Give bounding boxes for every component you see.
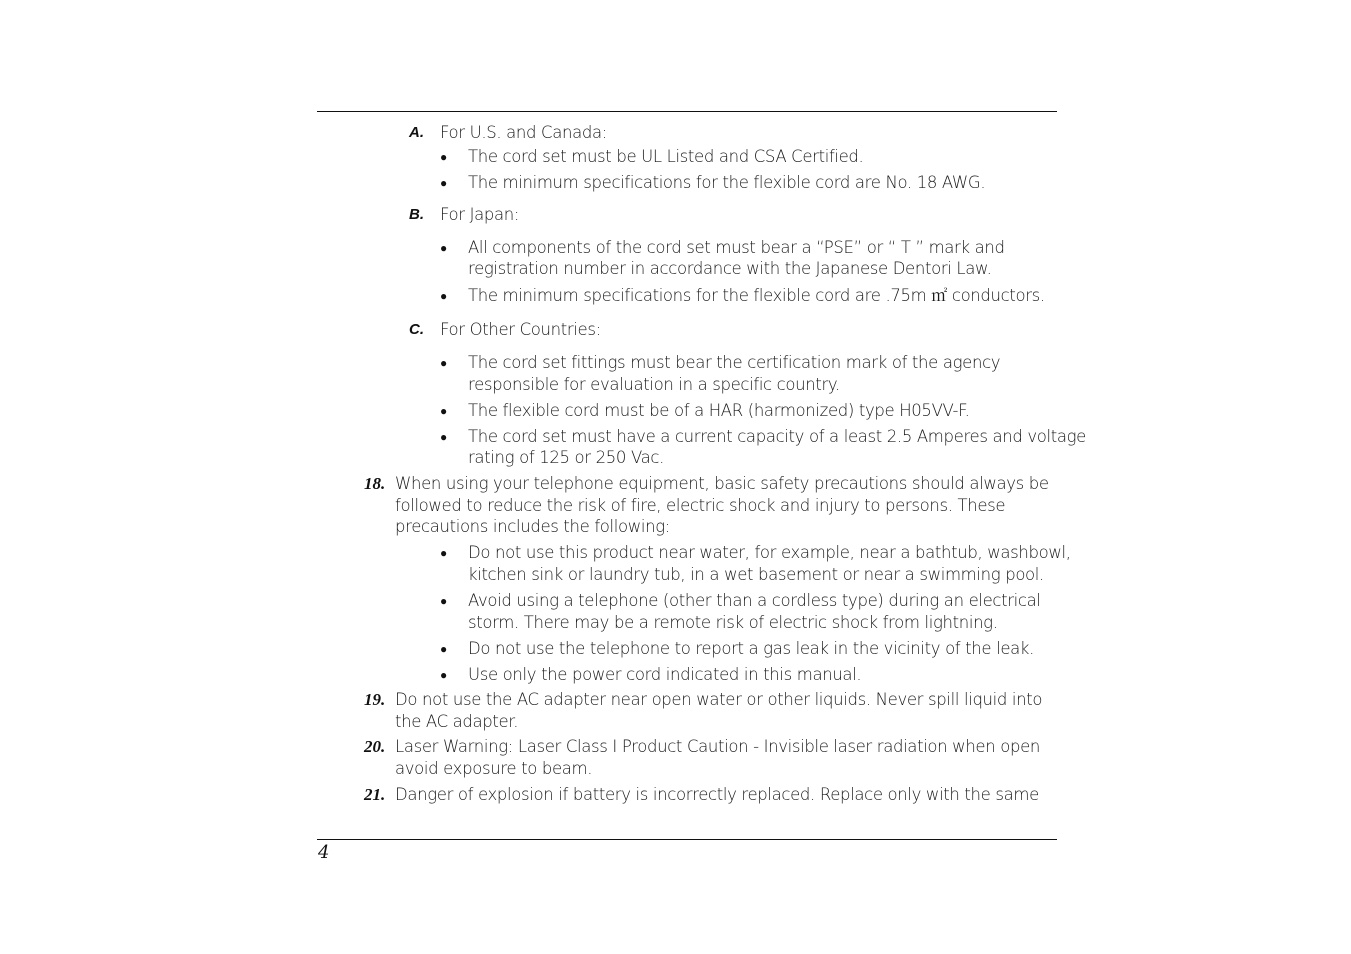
section-b-bullet-1-line-2: registration number in accordance with the Japanese Dentori Law. xyxy=(468,259,992,278)
bullet-icon: ● xyxy=(440,176,448,190)
section-b-heading: For Japan: xyxy=(440,205,520,224)
bullet-icon: ● xyxy=(440,430,448,444)
square-metre-symbol: ㎡ xyxy=(931,286,947,305)
item-18-bullet-3: Do not use the telephone to report a gas leak in the vicinity of the leak. xyxy=(468,639,1034,658)
item-18-line-1: When using your telephone equipment, basic safety precautions should always be xyxy=(395,474,1049,493)
item-18-bullet-1-line-2: kitchen sink or laundry tub, in a wet basement or near a swimming pool. xyxy=(468,565,1044,584)
section-a-heading: For U.S. and Canada: xyxy=(440,123,607,142)
item-18-number: 18. xyxy=(364,474,386,493)
item-19-line-2: the AC adapter. xyxy=(395,712,519,731)
section-a-bullet-1: The cord set must be UL Listed and CSA Certified. xyxy=(468,147,864,166)
bullet-icon: ● xyxy=(440,546,448,560)
item-18-bullet-2-line-2: storm. There may be a remote risk of electric shock from lightning. xyxy=(468,613,998,632)
section-c-bullet-1-line-1: The cord set fittings must bear the certification mark of the agency xyxy=(468,353,1001,372)
bullet-icon: ● xyxy=(440,668,448,682)
bullet-icon: ● xyxy=(440,241,448,255)
footer-rule xyxy=(317,839,1057,840)
page-number: 4 xyxy=(318,842,330,863)
section-c-bullet-2: The flexible cord must be of a HAR (harmonized) type H05VV-F. xyxy=(468,401,970,420)
bullet-icon: ● xyxy=(440,289,448,303)
section-b-bullet-1-line-1: All components of the cord set must bear a “PSE” or “ T ” mark and xyxy=(468,238,1005,257)
section-c-bullet-3-line-1: The cord set must have a current capacity of a least 2.5 Amperes and voltage xyxy=(468,427,1086,446)
item-20-line-2: avoid exposure to beam. xyxy=(395,759,593,778)
item-18-line-3: precautions includes the following: xyxy=(395,517,670,536)
item-18-bullet-4: Use only the power cord indicated in this manual. xyxy=(468,665,862,684)
item-20-number: 20. xyxy=(364,737,386,756)
section-c-bullet-3-line-2: rating of 125 or 250 Vac. xyxy=(468,448,664,467)
section-b-marker: B. xyxy=(409,206,424,223)
bullet-icon: ● xyxy=(440,404,448,418)
section-c-heading: For Other Countries: xyxy=(440,320,601,339)
header-rule xyxy=(317,111,1057,112)
section-b-bullet-2-suffix: conductors. xyxy=(951,286,1045,305)
bullet-icon: ● xyxy=(440,356,448,370)
bullet-icon: ● xyxy=(440,150,448,164)
item-20-line-1: Laser Warning: Laser Class I Product Caution - Invisible laser radiation when open xyxy=(395,737,1041,756)
bullet-icon: ● xyxy=(440,642,448,656)
section-b-bullet-2-text: The minimum specifications for the flexible cord are .75m xyxy=(468,286,927,305)
item-18-bullet-1-line-1: Do not use this product near water, for example, near a bathtub, washbowl, xyxy=(468,543,1071,562)
section-a-bullet-2: The minimum specifications for the flexible cord are No. 18 AWG. xyxy=(468,173,986,192)
section-a-marker: A. xyxy=(409,124,424,141)
bullet-icon: ● xyxy=(440,594,448,608)
section-c-bullet-1-line-2: responsible for evaluation in a specific country. xyxy=(468,375,840,394)
item-18-bullet-2-line-1: Avoid using a telephone (other than a cordless type) during an electrical xyxy=(468,591,1041,610)
item-21-line-1: Danger of explosion if battery is incorrectly replaced. Replace only with the same xyxy=(395,785,1039,804)
item-18-line-2: followed to reduce the risk of fire, electric shock and injury to persons. These xyxy=(395,496,1006,515)
item-19-line-1: Do not use the AC adapter near open water or other liquids. Never spill liquid into xyxy=(395,690,1043,709)
section-c-marker: C. xyxy=(409,321,424,338)
item-19-number: 19. xyxy=(364,690,386,709)
item-21-number: 21. xyxy=(364,785,386,804)
section-b-bullet-2 xyxy=(468,285,1045,307)
